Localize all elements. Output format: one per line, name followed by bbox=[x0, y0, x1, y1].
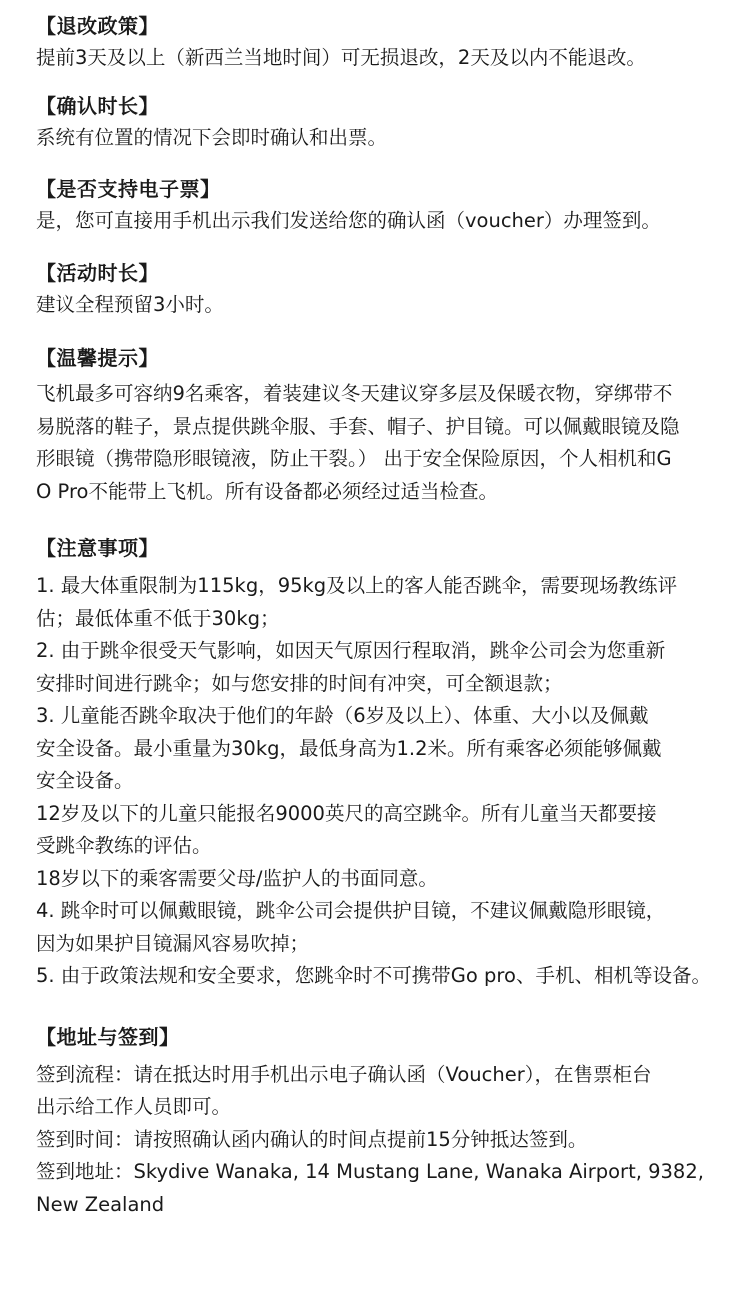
body-line: 签到地址：Skydive Wanaka, 14 Mustang Lane, Wanaka Airport, 9382, bbox=[36, 1160, 704, 1183]
body-line: 系统有位置的情况下会即时确认和出票。 bbox=[36, 125, 388, 149]
body-line: 签到流程：请在抵达时用手机出示电子确认函（Voucher），在售票柜台 bbox=[36, 1062, 652, 1086]
section-heading: 【温馨提示】 bbox=[36, 346, 159, 370]
body-line: 建议全程预留3小时。 bbox=[36, 292, 224, 316]
section-body bbox=[36, 1059, 738, 1222]
section-heading: 【注意事项】 bbox=[36, 536, 159, 560]
body-line: 1. 最大体重限制为115kg，95kg及以上的客人能否跳伞，需要现场教练评 bbox=[36, 574, 678, 597]
body-line: 出示给工作人员即可。 bbox=[36, 1095, 232, 1118]
section-heading: 【退改政策】 bbox=[36, 14, 159, 38]
body-line: O Pro不能带上飞机。所有设备都必须经过适当检查。 bbox=[36, 479, 498, 503]
body-line: 签到时间：请按照确认函内确认的时间点提前15分钟抵达签到。 bbox=[36, 1127, 588, 1151]
body-line: 安排时间进行跳伞；如与您安排的时间有冲突，可全额退款； bbox=[36, 671, 563, 695]
section-address-checkin bbox=[36, 1021, 738, 1222]
section-activity-duration bbox=[36, 257, 738, 322]
section-heading: 【确认时长】 bbox=[36, 93, 159, 118]
section-heading: 【活动时长】 bbox=[36, 260, 159, 285]
body-line: 形眼镜（携带隐形眼镜液，防止干裂。） 出于安全保险原因，个人相机和G bbox=[36, 447, 672, 470]
section-e-ticket bbox=[36, 173, 738, 238]
body-line: 受跳伞教练的评估。 bbox=[36, 834, 212, 857]
body-line: 18岁以下的乘客需要父母/监护人的书面同意。 bbox=[36, 866, 438, 890]
body-line: 易脱落的鞋子，景点提供跳伞服、手套、帽子、护目镜。可以佩戴眼镜及隐 bbox=[36, 414, 680, 438]
body-line: 12岁及以下的儿童只能报名9000英尺的高空跳伞。所有儿童当天都要接 bbox=[36, 801, 657, 825]
section-heading: 【是否支持电子票】 bbox=[36, 177, 221, 201]
section-tips bbox=[36, 342, 738, 508]
body-line: 2. 由于跳伞很受天气影响，如因天气原因行程取消，跳伞公司会为您重新 bbox=[36, 639, 666, 662]
body-line: 3. 儿童能否跳伞取决于他们的年龄（6岁及以上）、体重、大小以及佩戴 bbox=[36, 704, 649, 727]
body-line: 5. 由于政策法规和安全要求，您跳伞时不可携带Go pro、手机、相机等设备。 bbox=[36, 964, 711, 987]
section-body bbox=[36, 570, 738, 993]
body-line: 估；最低体重不低于30kg； bbox=[36, 606, 280, 630]
section-body bbox=[36, 205, 738, 238]
body-line: 安全设备。 bbox=[36, 769, 134, 792]
section-body bbox=[36, 42, 738, 75]
body-line: 安全设备。最小重量为30kg，最低身高为1.2米。所有乘客必须能够佩戴 bbox=[36, 736, 662, 760]
body-line: 是，您可直接用手机出示我们发送给您的确认函（voucher）办理签到。 bbox=[36, 209, 661, 232]
body-line: 飞机最多可容纳9名乘客，着装建议冬天建议穿多层及保暖衣物，穿绑带不 bbox=[36, 382, 673, 405]
body-line: 4. 跳伞时可以佩戴眼镜，跳伞公司会提供护目镜，不建议佩戴隐形眼镜， bbox=[36, 899, 666, 922]
section-notes bbox=[36, 532, 738, 993]
body-line: 提前3天及以上（新西兰当地时间）可无损退改，2天及以内不能退改。 bbox=[36, 46, 646, 69]
section-confirmation-time bbox=[36, 90, 738, 155]
body-line: New Zealand bbox=[36, 1192, 165, 1216]
section-body bbox=[36, 378, 738, 508]
section-body bbox=[36, 122, 738, 155]
section-heading: 【地址与签到】 bbox=[36, 1024, 180, 1049]
body-line: 因为如果护目镜漏风容易吹掉； bbox=[36, 931, 310, 955]
section-refund-policy bbox=[36, 10, 738, 75]
section-body bbox=[36, 289, 738, 322]
